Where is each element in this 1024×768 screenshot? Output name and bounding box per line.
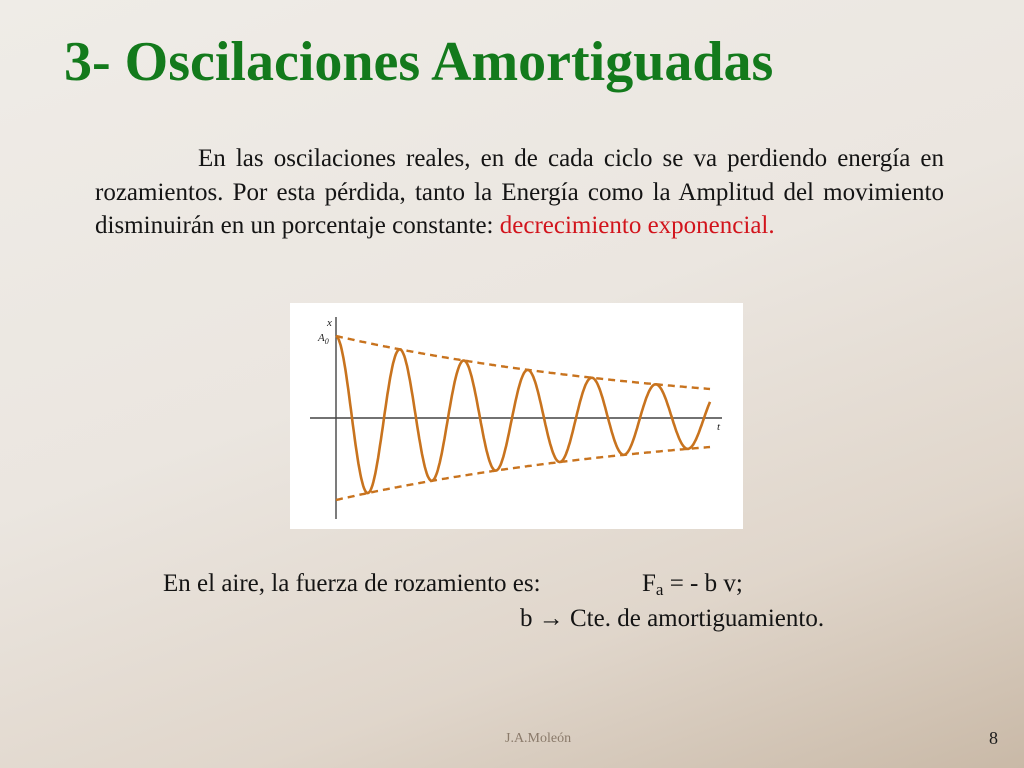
damping-constant-line: b → Cte. de amortiguamiento.	[520, 605, 825, 632]
x-axis-label: t	[717, 421, 721, 433]
damped-wave	[336, 336, 710, 493]
paragraph-highlight: decrecimiento exponencial.	[499, 212, 775, 239]
footer-author: J.A.Moleón	[505, 731, 572, 746]
paragraph-text: En las oscilaciones reales, en de cada ciclo se va perdiendo energía en rozamientos. Por esta pérdida, tanto la Energía como la Amplitud del movimiento disminuirán en un porcentaje constante:	[95, 145, 944, 239]
amplitude-label: $A_0$	[318, 332, 329, 346]
friction-formula: $F_a$ = - b v;	[642, 570, 743, 599]
page-number: 8	[989, 728, 998, 748]
friction-intro: En el aire, la fuerza de rozamiento es:	[163, 570, 541, 597]
slide-title: 3- Oscilaciones Amortiguadas	[64, 31, 774, 93]
damped-oscillation-figure	[290, 303, 743, 529]
y-axis-label: x	[327, 317, 332, 329]
damped-oscillation-plot	[290, 303, 743, 529]
arrow-icon: →	[538, 605, 564, 632]
body-paragraph	[95, 142, 944, 243]
lower-envelope	[336, 447, 710, 500]
